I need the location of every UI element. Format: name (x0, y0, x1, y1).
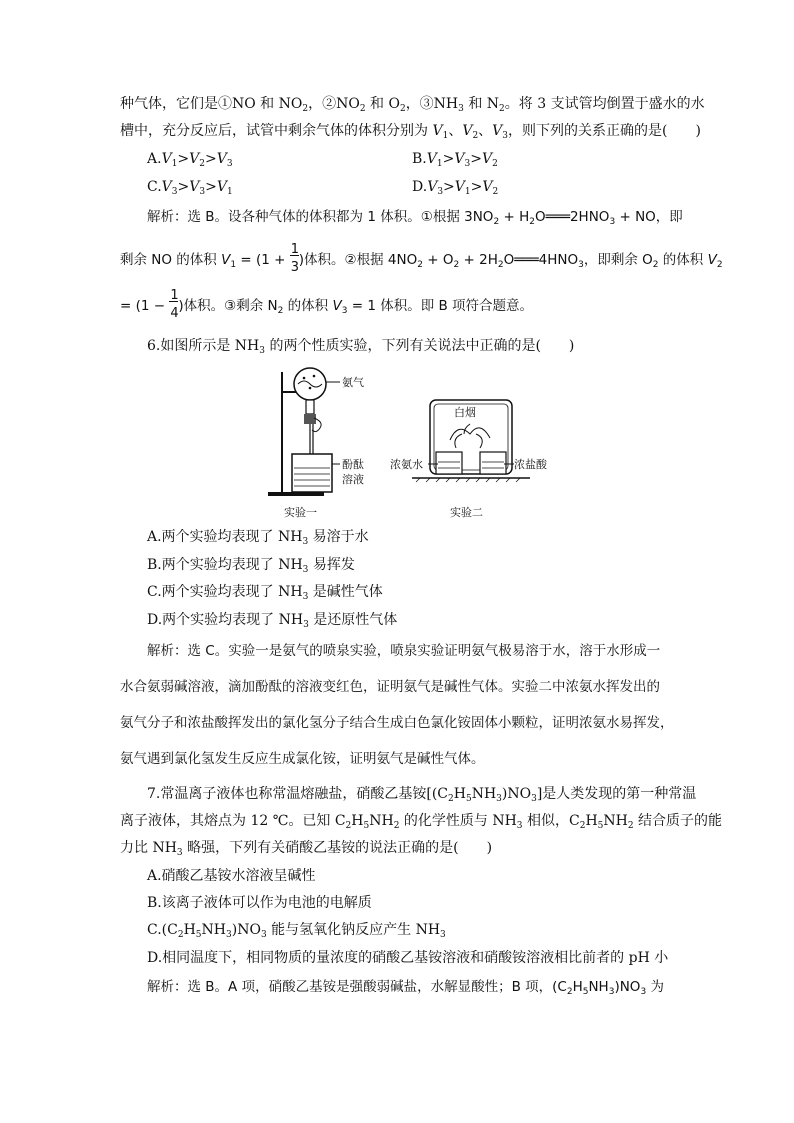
q5-option-d: $D.V_3>V_1>V_2$ (412, 179, 499, 197)
label-conc-ammonia: 浓氨水 (390, 458, 423, 471)
q7-solution-line-1: 解析：选 B。A 项，硝酸乙基铵是强酸弱碱盐，水解显酸性；B 项，$(C_2H_5NH_3)NO_3$ 为 (147, 979, 664, 997)
label-conc-hcl: 浓盐酸 (514, 458, 547, 471)
q5-solution-line-1: 解析：选 B。设各种气体的体积都为 1 体积。①根据 $3NO_2$ + $H_2O═══2HNO_3$ + NO，即 (147, 209, 683, 227)
q7-stem-line-2: 离子液体，其熔点为 12 ℃。已知 $C_2H_5NH_2$ 的化学性质与 $NH_3$ 相似，$C_2H_5NH_2$ 结合质子的能 (120, 813, 723, 831)
label-experiment-2: 实验二 (450, 506, 483, 519)
fraction-one-third: $\frac{1}{3}$ (290, 242, 300, 275)
q5-stem-line-2: 槽中，充分反应后，试管中剩余气体的体积分别为 $V_1$、$V_2$、$V_3$，则下列的关系正确的是( ) (120, 123, 701, 141)
q6-option-d: D.两个实验均表现了 $NH_3$ 是还原性气体 (147, 612, 398, 630)
q7-stem-line-3: 力比 $NH_3$ 略强，下列有关硝酸乙基铵的说法正确的是( ) (120, 840, 493, 858)
q6-solution-line-1: 解析：选 C。实验一是氨气的喷泉实验，喷泉实验证明氨气极易溶于水，溶于水形成一 (147, 643, 661, 659)
label-experiment-1: 实验一 (284, 506, 317, 519)
beaker-conc-ammonia (436, 452, 462, 474)
q7-option-c: $C.(C_2H_5NH_3)NO_3$ 能与氢氧化钠反应产生 $NH_3$ (147, 922, 446, 940)
q7-option-b: B.该离子液体可以作为电池的电解质 (147, 895, 372, 911)
q5-option-c: $C.V_3>V_3>V_1$ (147, 179, 233, 197)
q6-experiment-figure (268, 364, 560, 520)
q5-option-b: $B.V_1>V_3>V_2$ (412, 151, 498, 169)
beaker-conc-hcl (480, 452, 506, 474)
experiment-diagram (268, 364, 560, 520)
q6-solution-line-4: 氨气遇到氯化氢发生反应生成氯化铵，证明氨气是碱性气体。 (120, 751, 485, 767)
label-phenolphthalein-2: 溶液 (342, 473, 364, 486)
q6-stem: 6.如图所示是 $NH_3$ 的两个性质实验，下列有关说法中正确的是( ) (147, 338, 575, 356)
q7-option-d: D.相同温度下，相同物质的量浓度的硝酸乙基铵溶液和硝酸铵溶液相比前者的 pH 小 (147, 950, 669, 966)
q6-option-c: C.两个实验均表现了 $NH_3$ 是碱性气体 (147, 584, 383, 602)
q7-stem-line-1: 7.常温离子液体也称常温熔融盐，硝酸乙基铵$[(C_2H_5NH_3)NO_3]$是人类发现的第一种常温 (147, 786, 697, 804)
q6-option-b: B.两个实验均表现了 $NH_3$ 易挥发 (147, 557, 355, 575)
q5-solution-line-3: = (1 − $\frac{1}{4}$ )体积。③剩余 $N_2$ 的体积 $V_3 = 1$ 体积。即 B 项符合题意。 (120, 288, 534, 321)
q5-option-a: $A.V_1>V_2>V_3$ (147, 151, 233, 169)
label-white-smoke: 白烟 (454, 406, 476, 419)
q7-option-a: A.硝酸乙基铵水溶液呈碱性 (147, 868, 316, 884)
q6-option-a: A.两个实验均表现了 $NH_3$ 易溶于水 (147, 529, 369, 547)
q5-solution-line-2: 剩余 NO 的体积 $V_1 = (1$ + $\frac{1}{3}$ )体积。②根据 $4NO_2 + O_2$ + $2H_2O═══4HNO_3$，即剩余 $O_2$ 的体积 $V_2$ (120, 242, 723, 275)
label-phenolphthalein-1: 酚酞 (342, 458, 364, 471)
q5-stem-line-1: 种气体，它们是①NO 和 $NO_2$，$②NO_2$ 和 $O_2$，$③NH_3$ 和 $N_2$。将 3 支试管均倒置于盛水的水 (120, 96, 705, 114)
q6-solution-line-3: 氨气分子和浓盐酸挥发出的氯化氢分子结合生成白色氯化铵固体小颗粒，证明浓氨水易挥发， (120, 715, 674, 731)
q6-solution-line-2: 水合氨弱碱溶液，滴加酚酞的溶液变红色，证明氨气是碱性气体。实验二中浓氨水挥发出的 (120, 679, 660, 695)
label-ammonia: 氨气 (342, 376, 364, 389)
fraction-one-fourth: $\frac{1}{4}$ (170, 288, 179, 321)
